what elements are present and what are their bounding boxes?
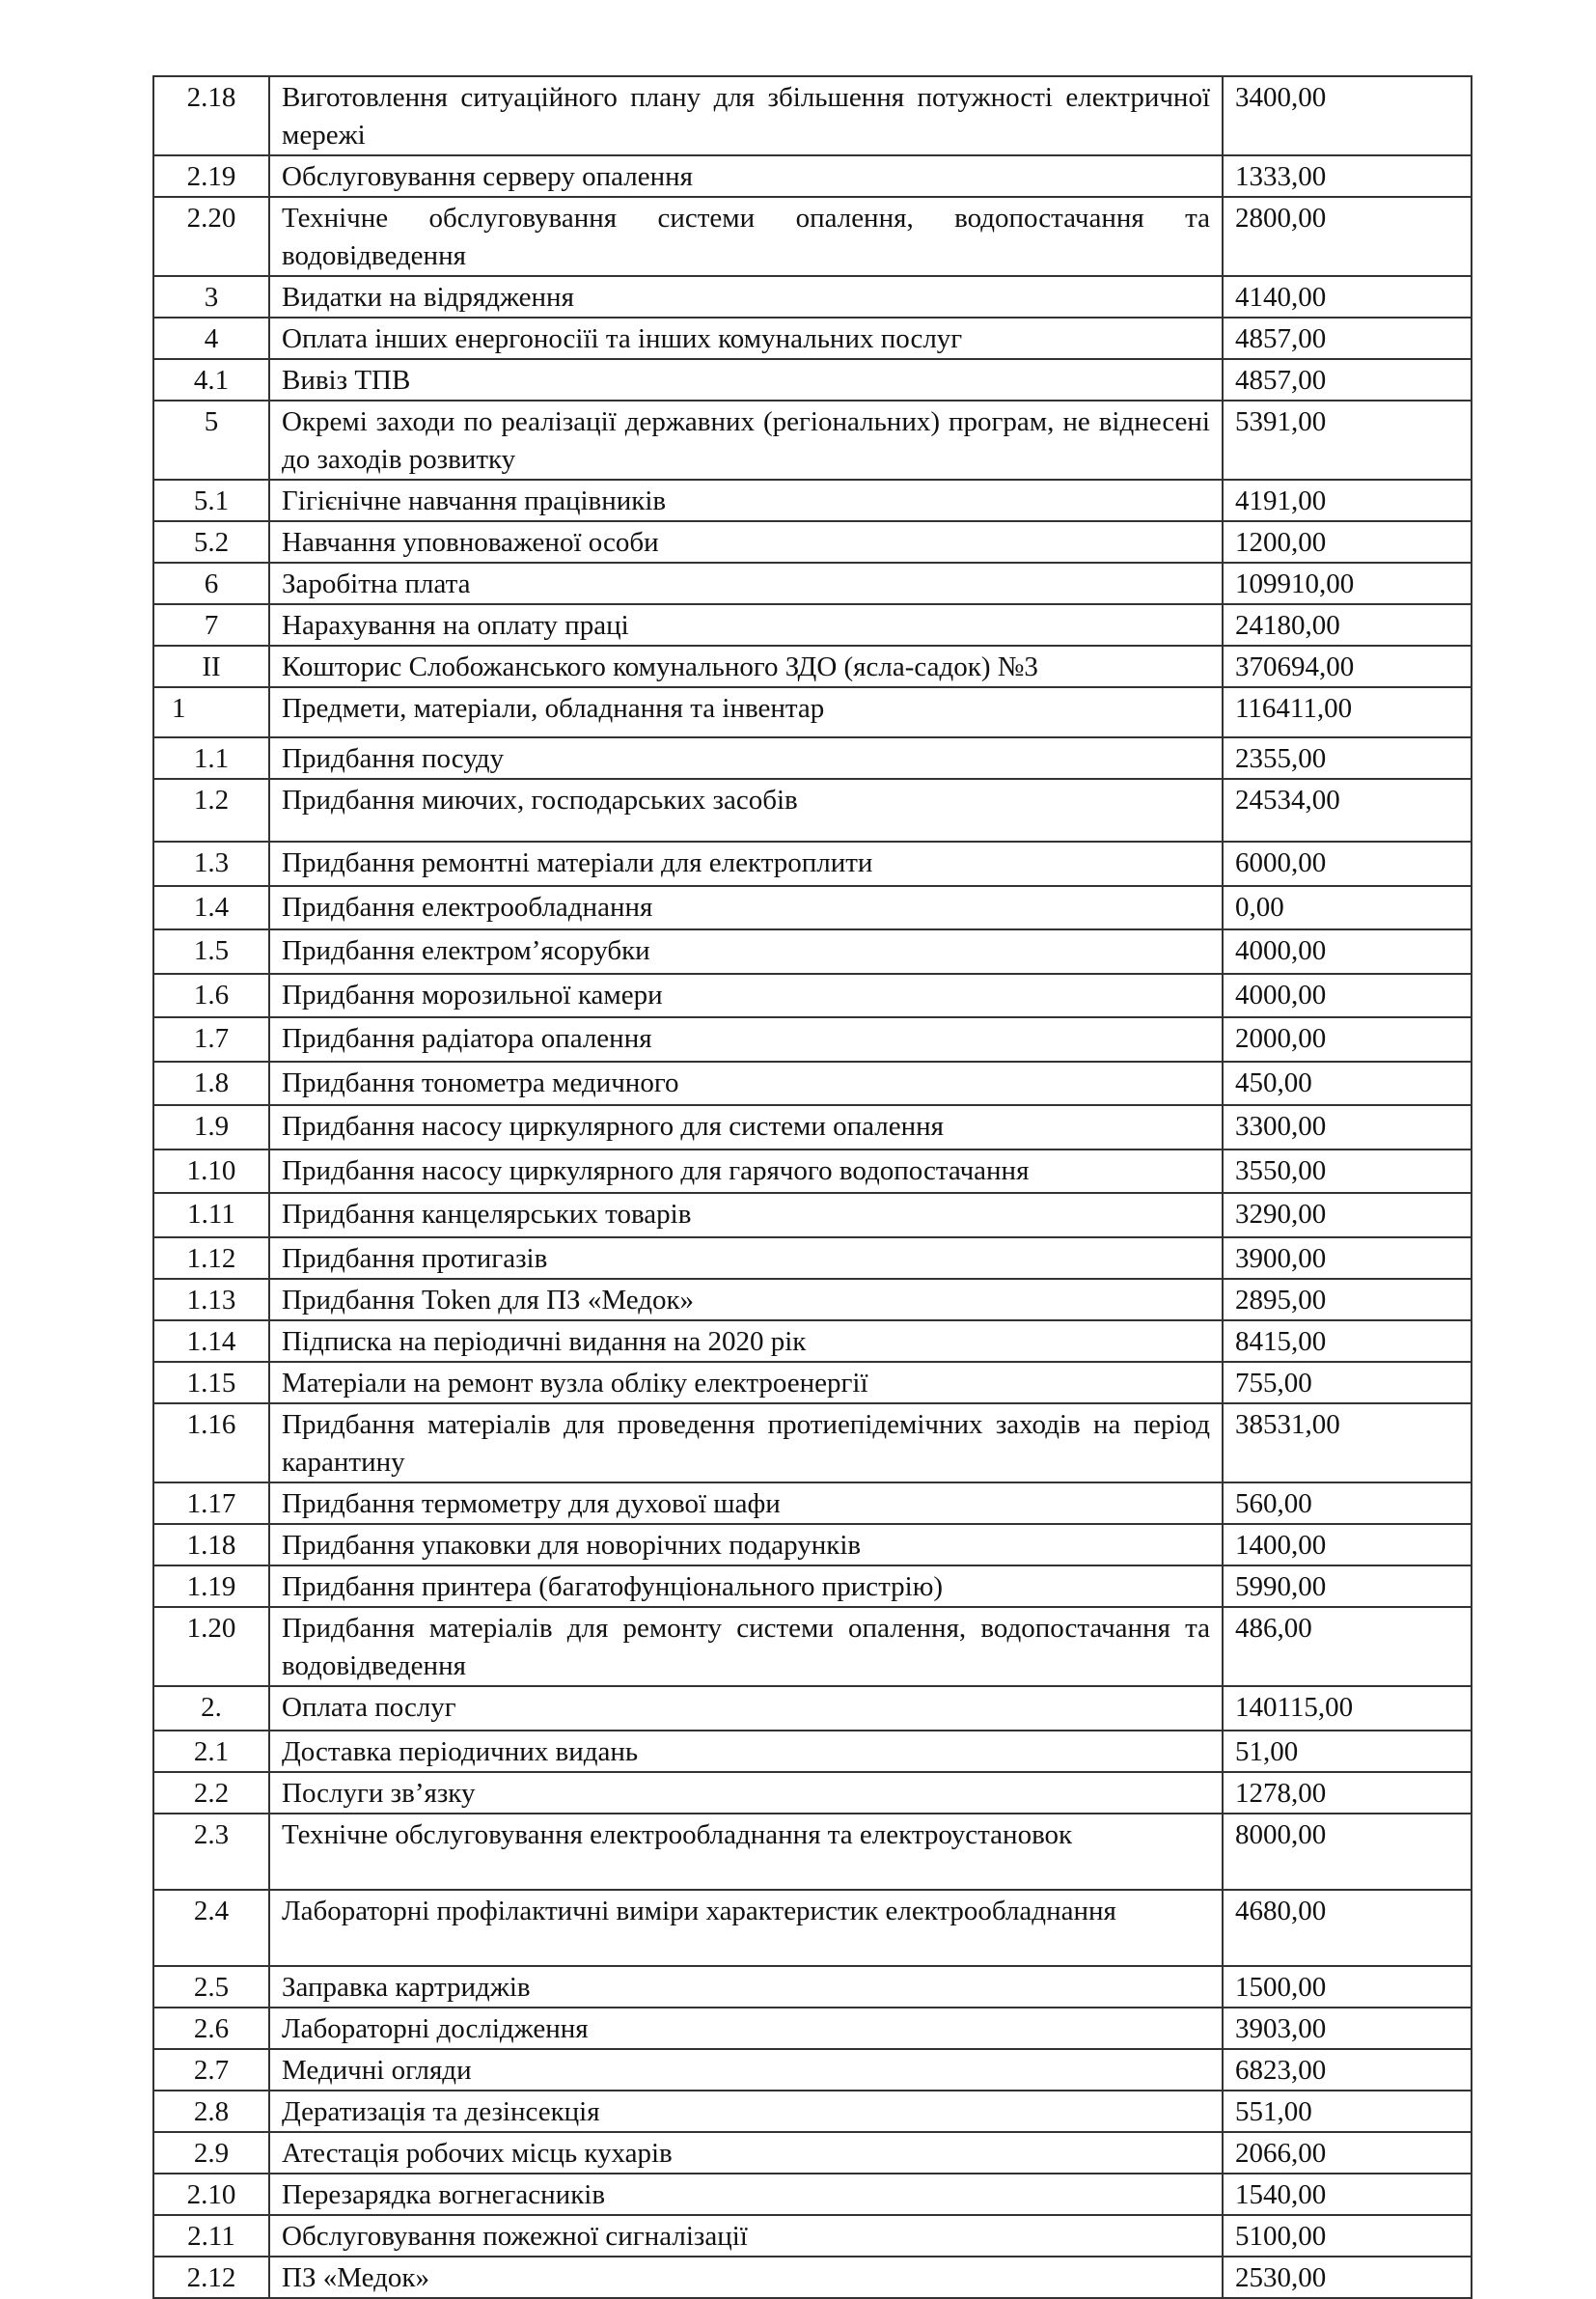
row-number: 2.12 — [153, 2257, 269, 2298]
row-description: Придбання ремонтні матеріали для електроплити — [269, 842, 1223, 886]
row-number: 2.9 — [153, 2132, 269, 2174]
row-amount: 0,00 — [1223, 886, 1472, 929]
row-amount: 5100,00 — [1223, 2215, 1472, 2257]
row-number: 3 — [153, 276, 269, 318]
row-description: Матеріали на ремонт вузла обліку електроенергії — [269, 1362, 1223, 1403]
table-row — [153, 359, 1472, 401]
budget-table — [152, 75, 1472, 2299]
row-description: Предмети, матеріали, обладнання та інвентар — [269, 687, 1223, 737]
row-amount: 5990,00 — [1223, 1565, 1472, 1607]
table-row — [153, 1814, 1472, 1890]
table-row — [153, 2257, 1472, 2298]
row-description: Придбання радіатора опалення — [269, 1017, 1223, 1062]
row-amount: 140115,00 — [1223, 1686, 1472, 1731]
table-row — [153, 842, 1472, 886]
row-number: 2.19 — [153, 155, 269, 197]
row-number: 2.20 — [153, 197, 269, 276]
row-number: 1.6 — [153, 974, 269, 1017]
row-number: 2.5 — [153, 1966, 269, 2008]
row-amount: 1333,00 — [1223, 155, 1472, 197]
row-description: Придбання канцелярських товарів — [269, 1193, 1223, 1237]
table-row — [153, 563, 1472, 604]
table-row — [153, 480, 1472, 521]
row-description: Придбання насосу циркулярного для гарячого водопостачання — [269, 1150, 1223, 1193]
row-number: 1.1 — [153, 737, 269, 779]
row-description: Придбання посуду — [269, 737, 1223, 779]
table-row — [153, 401, 1472, 480]
row-number: 1.18 — [153, 1524, 269, 1565]
row-description: Обслуговування пожежної сигналізації — [269, 2215, 1223, 2257]
row-description: Придбання електрообладнання — [269, 886, 1223, 929]
row-description: Вивіз ТПВ — [269, 359, 1223, 401]
row-amount: 4857,00 — [1223, 318, 1472, 359]
row-description: Придбання тонометра медичного — [269, 1062, 1223, 1105]
row-description: Оплата послуг — [269, 1686, 1223, 1731]
row-amount: 1278,00 — [1223, 1772, 1472, 1814]
table-row — [153, 737, 1472, 779]
table-row — [153, 646, 1472, 687]
row-amount: 755,00 — [1223, 1362, 1472, 1403]
table-row — [153, 155, 1472, 197]
table-row — [153, 974, 1472, 1017]
row-number: 1.7 — [153, 1017, 269, 1062]
row-description: ПЗ «Медок» — [269, 2257, 1223, 2298]
table-row — [153, 604, 1472, 646]
row-description: Придбання Token для ПЗ «Медок» — [269, 1279, 1223, 1320]
table-row — [153, 779, 1472, 842]
row-amount: 551,00 — [1223, 2091, 1472, 2132]
table-row — [153, 521, 1472, 563]
table-row — [153, 318, 1472, 359]
row-amount: 3550,00 — [1223, 1150, 1472, 1193]
table-row — [153, 2008, 1472, 2049]
row-number: 1.8 — [153, 1062, 269, 1105]
row-description: Видатки на відрядження — [269, 276, 1223, 318]
row-amount: 4857,00 — [1223, 359, 1472, 401]
table-row — [153, 1565, 1472, 1607]
row-amount: 8000,00 — [1223, 1814, 1472, 1890]
row-description: Окремі заходи по реалізації державних (регіональних) програм, не віднесені до заходів розвитку — [269, 401, 1223, 480]
table-row — [153, 276, 1472, 318]
row-amount: 4140,00 — [1223, 276, 1472, 318]
row-description: Послуги зв’язку — [269, 1772, 1223, 1814]
row-number: 7 — [153, 604, 269, 646]
row-amount: 560,00 — [1223, 1482, 1472, 1524]
row-number: 1.4 — [153, 886, 269, 929]
row-description: Атестація робочих місць кухарів — [269, 2132, 1223, 2174]
table-row — [153, 2132, 1472, 2174]
row-number: 1.5 — [153, 929, 269, 974]
row-number: 1.17 — [153, 1482, 269, 1524]
table-row — [153, 1150, 1472, 1193]
table-row — [153, 2049, 1472, 2091]
row-amount: 1500,00 — [1223, 1966, 1472, 2008]
row-number: 4.1 — [153, 359, 269, 401]
row-amount: 4680,00 — [1223, 1890, 1472, 1966]
row-amount: 3290,00 — [1223, 1193, 1472, 1237]
row-amount: 2355,00 — [1223, 737, 1472, 779]
table-row — [153, 886, 1472, 929]
row-number: 1.16 — [153, 1403, 269, 1482]
table-row — [153, 1237, 1472, 1279]
row-description: Лабораторні дослідження — [269, 2008, 1223, 2049]
row-amount: 2800,00 — [1223, 197, 1472, 276]
table-row — [153, 1482, 1472, 1524]
table-body — [153, 76, 1472, 2298]
row-description: Придбання принтера (багатофунціонального пристрію) — [269, 1565, 1223, 1607]
row-amount: 6000,00 — [1223, 842, 1472, 886]
row-amount: 6823,00 — [1223, 2049, 1472, 2091]
row-description: Придбання морозильної камери — [269, 974, 1223, 1017]
row-number: 2.3 — [153, 1814, 269, 1890]
table-row — [153, 76, 1472, 155]
table-row — [153, 1320, 1472, 1362]
row-number: 2.18 — [153, 76, 269, 155]
table-row — [153, 1772, 1472, 1814]
table-row — [153, 929, 1472, 974]
row-description: Обслуговування серверу опалення — [269, 155, 1223, 197]
row-description: Придбання матеріалів для ремонту системи опалення, водопостачання та водовідведення — [269, 1607, 1223, 1686]
row-description: Дератизація та дезінсекція — [269, 2091, 1223, 2132]
row-number: 1.3 — [153, 842, 269, 886]
row-description: Придбання протигазів — [269, 1237, 1223, 1279]
row-amount: 3900,00 — [1223, 1237, 1472, 1279]
row-description: Підписка на періодичні видання на 2020 рік — [269, 1320, 1223, 1362]
row-amount: 38531,00 — [1223, 1403, 1472, 1482]
row-description: Перезарядка вогнегасників — [269, 2174, 1223, 2215]
row-amount: 2530,00 — [1223, 2257, 1472, 2298]
row-description: Придбання миючих, господарських засобів — [269, 779, 1223, 842]
row-amount: 51,00 — [1223, 1731, 1472, 1772]
row-description: Придбання матеріалів для проведення протиепідемічних заходів на період карантину — [269, 1403, 1223, 1482]
table-row — [153, 2215, 1472, 2257]
row-description: Кошторис Слобожанського комунального ЗДО (ясла-садок) №3 — [269, 646, 1223, 687]
table-row — [153, 197, 1472, 276]
row-amount: 2895,00 — [1223, 1279, 1472, 1320]
table-row — [153, 1105, 1472, 1150]
row-number: 2.11 — [153, 2215, 269, 2257]
row-amount: 370694,00 — [1223, 646, 1472, 687]
row-amount: 450,00 — [1223, 1062, 1472, 1105]
row-number: 5 — [153, 401, 269, 480]
table-row — [153, 1017, 1472, 1062]
row-amount: 116411,00 — [1223, 687, 1472, 737]
row-number: 5.1 — [153, 480, 269, 521]
row-number: 1.10 — [153, 1150, 269, 1193]
row-number: 2.8 — [153, 2091, 269, 2132]
row-number: 2.6 — [153, 2008, 269, 2049]
row-amount: 5391,00 — [1223, 401, 1472, 480]
row-description: Придбання електром’ясорубки — [269, 929, 1223, 974]
row-description: Лабораторні профілактичні виміри характеристик електрообладнання — [269, 1890, 1223, 1966]
table-row — [153, 2174, 1472, 2215]
row-number: 1.12 — [153, 1237, 269, 1279]
row-amount: 1540,00 — [1223, 2174, 1472, 2215]
row-amount: 4191,00 — [1223, 480, 1472, 521]
table-row — [153, 1062, 1472, 1105]
table-row — [153, 1193, 1472, 1237]
row-amount: 486,00 — [1223, 1607, 1472, 1686]
row-number: 2.7 — [153, 2049, 269, 2091]
row-amount: 109910,00 — [1223, 563, 1472, 604]
table-row — [153, 687, 1472, 737]
row-number: 1.20 — [153, 1607, 269, 1686]
table-row — [153, 1524, 1472, 1565]
row-description: Заправка картриджів — [269, 1966, 1223, 2008]
table-row — [153, 1607, 1472, 1686]
row-number: 1.15 — [153, 1362, 269, 1403]
row-amount: 1400,00 — [1223, 1524, 1472, 1565]
row-amount: 2000,00 — [1223, 1017, 1472, 1062]
table-row — [153, 1890, 1472, 1966]
row-description: Технічне обслуговування електрообладнання та електроустановок — [269, 1814, 1223, 1890]
row-amount: 24180,00 — [1223, 604, 1472, 646]
row-number: 2.1 — [153, 1731, 269, 1772]
row-number: II — [153, 646, 269, 687]
row-description: Нарахування на оплату праці — [269, 604, 1223, 646]
table-row — [153, 1403, 1472, 1482]
row-description: Доставка періодичних видань — [269, 1731, 1223, 1772]
row-number: 4 — [153, 318, 269, 359]
row-number: 1.19 — [153, 1565, 269, 1607]
row-number: 2.2 — [153, 1772, 269, 1814]
table-row — [153, 1279, 1472, 1320]
row-number: 1.13 — [153, 1279, 269, 1320]
row-amount: 4000,00 — [1223, 929, 1472, 974]
row-number: 1 — [153, 687, 269, 737]
row-amount: 1200,00 — [1223, 521, 1472, 563]
row-amount: 3903,00 — [1223, 2008, 1472, 2049]
row-description: Оплата інших енергоносіїі та інших комунальних послуг — [269, 318, 1223, 359]
row-description: Технічне обслуговування системи опалення, водопостачання та водовідведення — [269, 197, 1223, 276]
row-description: Медичні огляди — [269, 2049, 1223, 2091]
row-description: Заробітна плата — [269, 563, 1223, 604]
row-description: Придбання упаковки для новорічних подарунків — [269, 1524, 1223, 1565]
row-description: Придбання термометру для духової шафи — [269, 1482, 1223, 1524]
row-amount: 2066,00 — [1223, 2132, 1472, 2174]
row-number: 2.4 — [153, 1890, 269, 1966]
row-number: 1.9 — [153, 1105, 269, 1150]
row-number: 1.14 — [153, 1320, 269, 1362]
row-amount: 4000,00 — [1223, 974, 1472, 1017]
row-amount: 3400,00 — [1223, 76, 1472, 155]
table-row — [153, 1966, 1472, 2008]
row-amount: 8415,00 — [1223, 1320, 1472, 1362]
row-number: 2. — [153, 1686, 269, 1731]
row-description: Придбання насосу циркулярного для системи опалення — [269, 1105, 1223, 1150]
row-number: 5.2 — [153, 521, 269, 563]
row-number: 1.2 — [153, 779, 269, 842]
row-amount: 24534,00 — [1223, 779, 1472, 842]
row-description: Гігієнічне навчання працівників — [269, 480, 1223, 521]
table-row — [153, 1731, 1472, 1772]
table-row — [153, 1686, 1472, 1731]
table-row — [153, 2091, 1472, 2132]
row-description: Виготовлення ситуаційного плану для збільшення потужності електричної мережі — [269, 76, 1223, 155]
row-number: 6 — [153, 563, 269, 604]
table-row — [153, 1362, 1472, 1403]
row-amount: 3300,00 — [1223, 1105, 1472, 1150]
row-description: Навчання уповноваженої особи — [269, 521, 1223, 563]
row-number: 1.11 — [153, 1193, 269, 1237]
row-number: 2.10 — [153, 2174, 269, 2215]
